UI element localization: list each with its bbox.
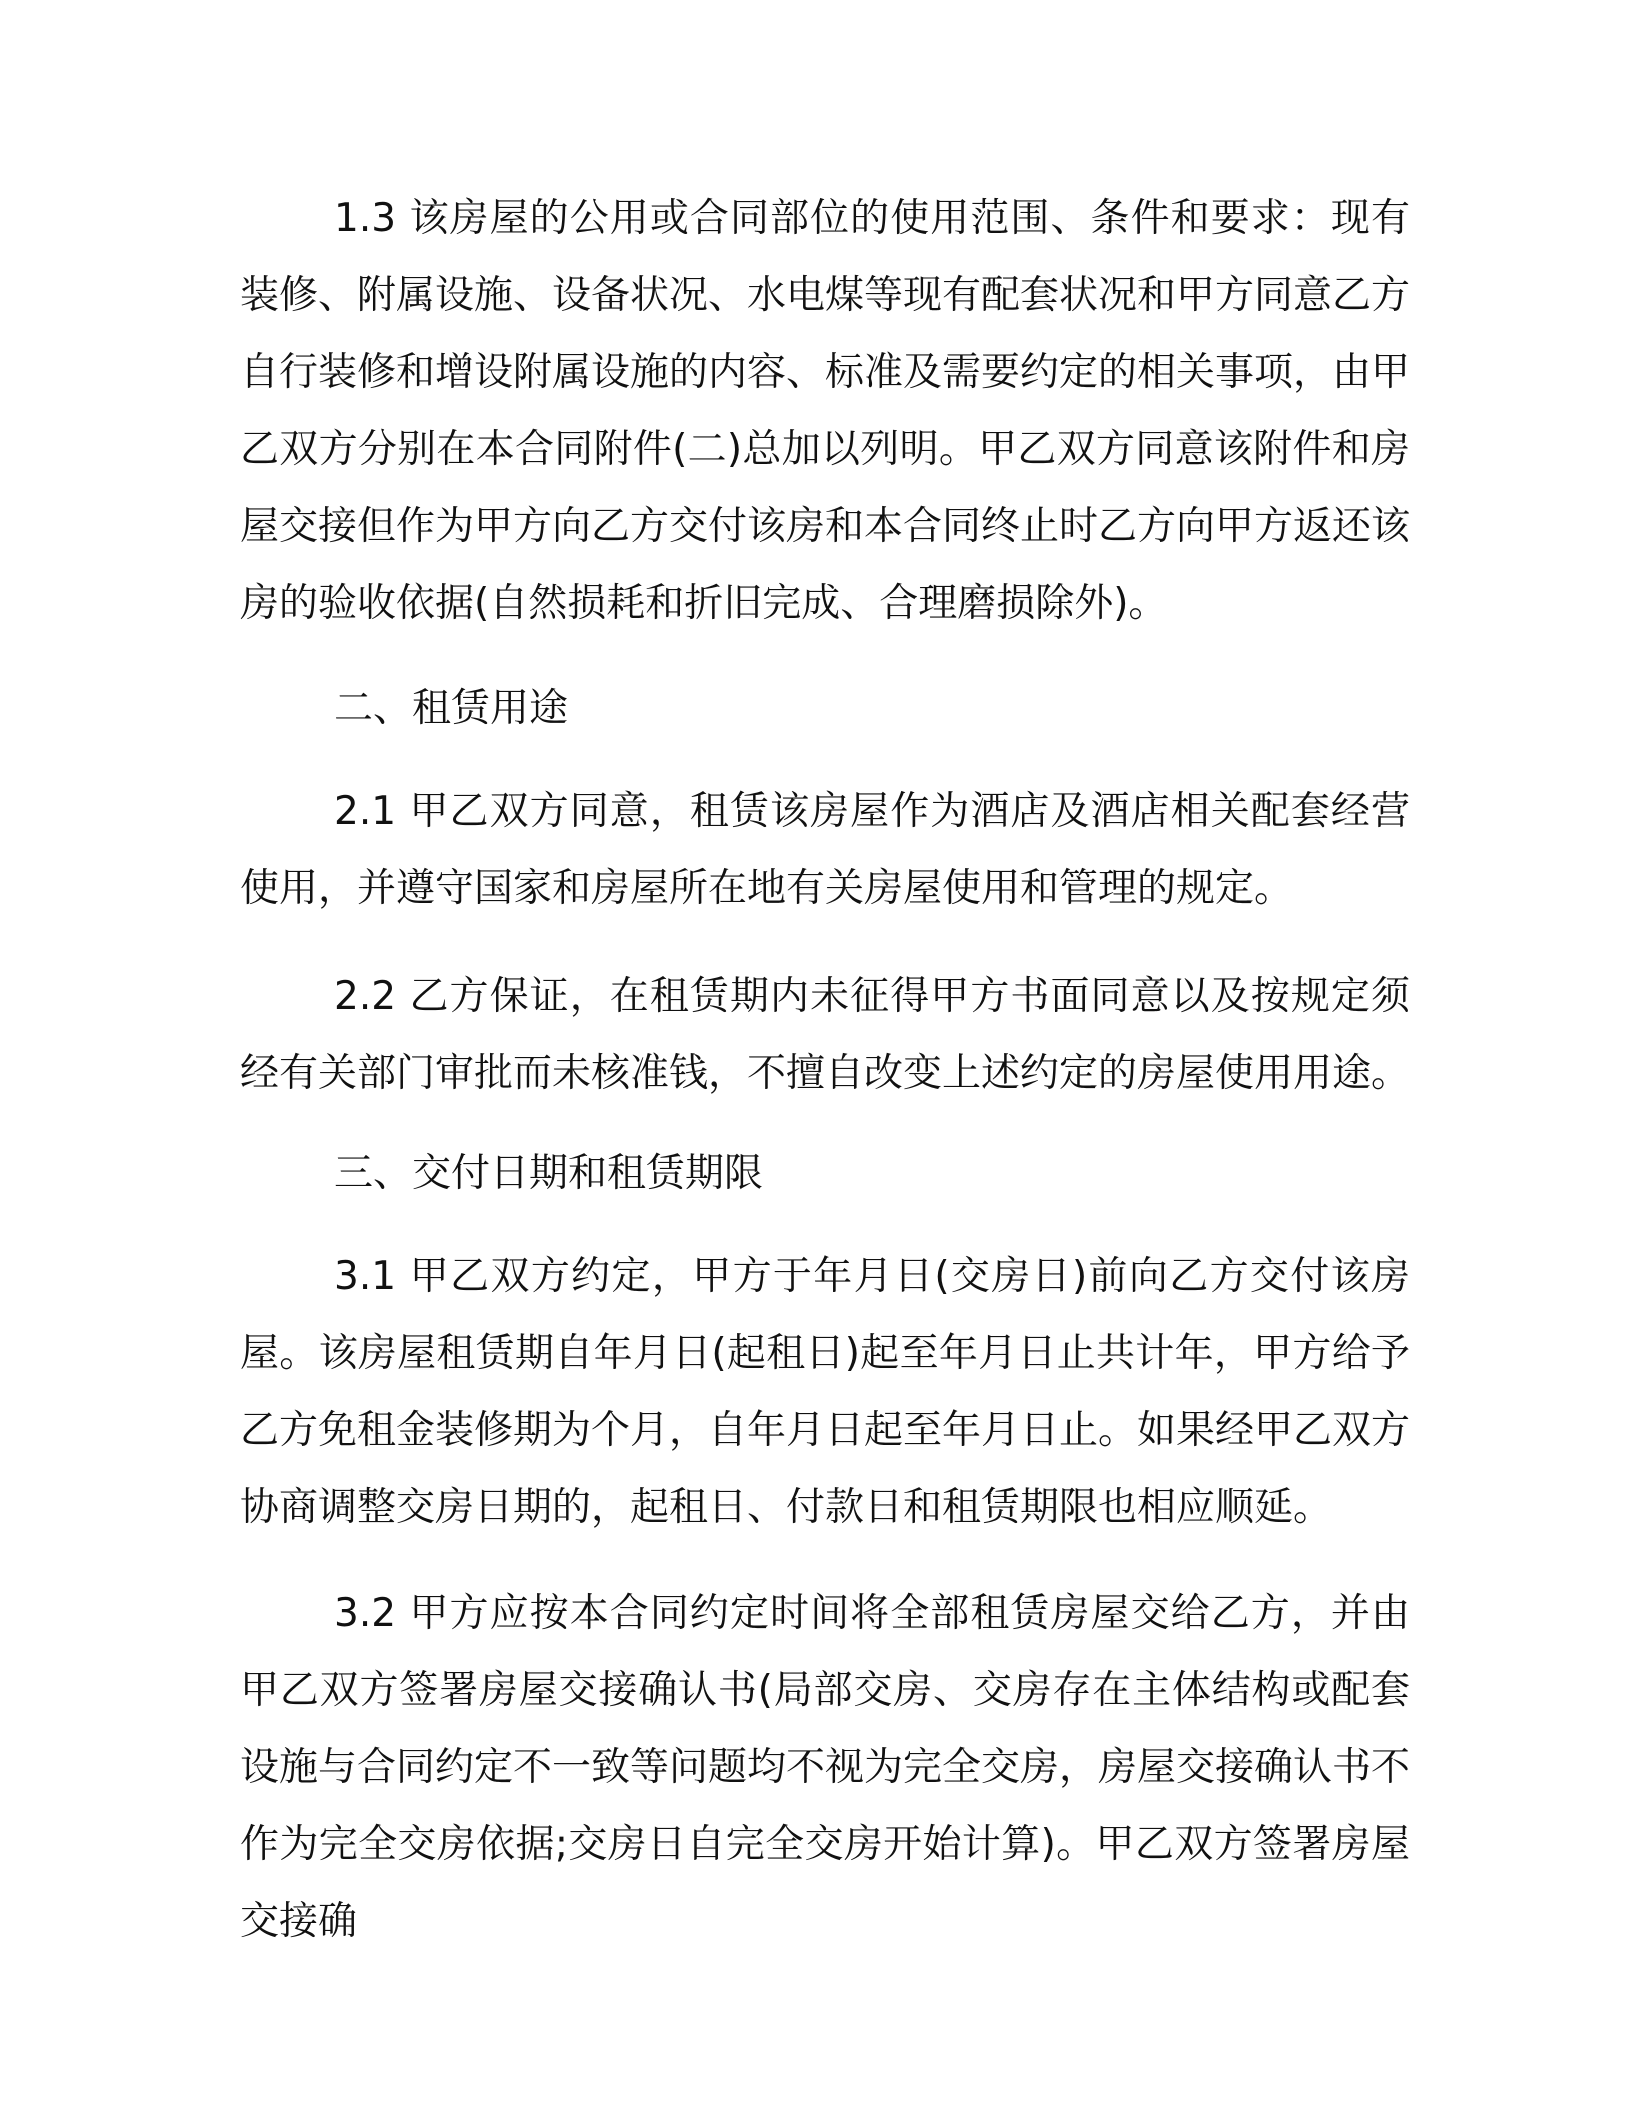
clause-2-1-paragraph: 2.1 甲乙双方同意，租赁该房屋作为酒店及酒店相关配套经营使用，并遵守国家和房屋所在地有关房屋使用和管理的规定。	[240, 789, 1410, 911]
section-2-heading: 二、租赁用途	[334, 686, 569, 731]
clause-2-2-paragraph: 2.2 乙方保证，在租赁期内未征得甲方书面同意以及按规定须经有关部门审批而未核准钱，不擅自改变上述约定的房屋使用用途。	[240, 974, 1411, 1096]
clause-3-2-paragraph: 3.2 甲方应按本合同约定时间将全部租赁房屋交给乙方，并由甲乙双方签署房屋交接确认书(局部交房、交房存在主体结构或配套设施与合同约定不一致等问题均不视为完全交房，房屋交接确认书不作为完全交房依据;交房日自完全交房开始计算)。甲乙双方签署房屋交接确	[240, 1591, 1411, 1944]
section-3-heading: 三、交付日期和租赁期限	[334, 1151, 764, 1196]
clause-1-3-paragraph: 1.3 该房屋的公用或合同部位的使用范围、条件和要求：现有装修、附属设施、设备状况、水电煤等现有配套状况和甲方同意乙方自行装修和增设附属设施的内容、标准及需要约定的相关事项，由甲乙双方分别在本合同附件(二)总加以列明。甲乙双方同意该附件和房屋交接但作为甲方向乙方交付该房和本合同终止时乙方向甲方返还该房的验收依据(自然损耗和折旧完成、合理磨损除外)。	[240, 196, 1411, 626]
clause-3-1-paragraph: 3.1 甲乙双方约定，甲方于年月日(交房日)前向乙方交付该房屋。该房屋租赁期自年月日(起租日)起至年月日止共计年，甲方给予乙方免租金装修期为个月，自年月日起至年月日止。如果经甲乙双方协商调整交房日期的，起租日、付款日和租赁期限也相应顺延。	[240, 1254, 1411, 1530]
